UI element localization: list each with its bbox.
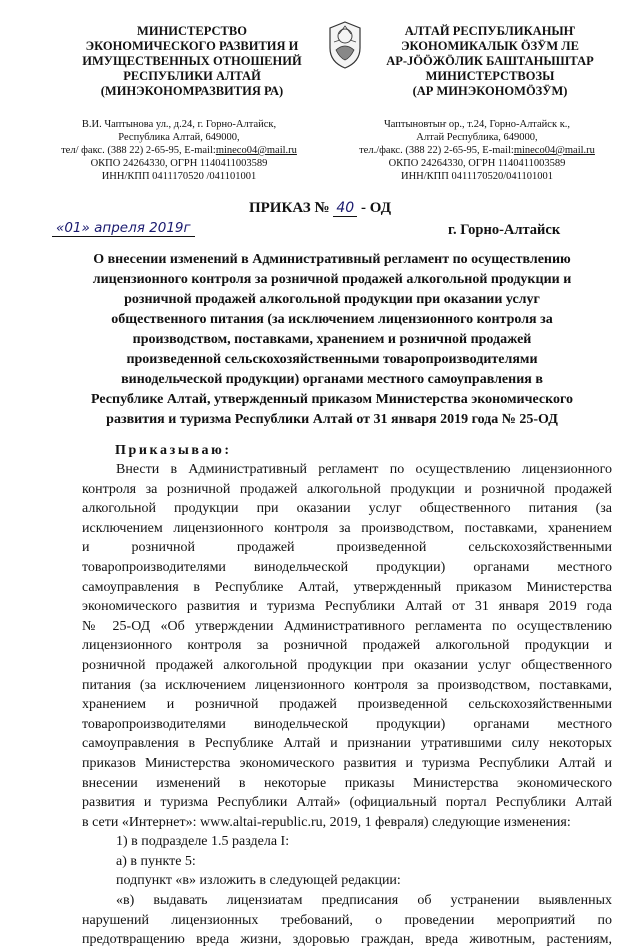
body-line: розничной продажей алкогольной продукции при оказании услуг общественного <box>82 657 612 673</box>
address-line: В.И. Чаптынова ул., д.24, г. Горно-Алтайск, <box>81 119 277 130</box>
address-line: Алтай Республика, 649000, <box>416 132 538 143</box>
order-directive-heading: Приказываю: <box>115 443 232 458</box>
subject-line: Республике Алтай, утвержденный приказом Министерства экономического <box>91 392 573 407</box>
ministry-name-line: ИМУЩЕСТВЕННЫХ ОТНОШЕНИЙ <box>82 54 302 68</box>
address-phone-line <box>342 144 612 157</box>
body-line: 1) в подразделе 1.5 раздела I: <box>116 834 290 850</box>
body-line: в сети «Интернет»: www.altai-republic.ru, 2019, 1 февраля) следующие изменения: <box>82 814 571 830</box>
order-title-prefix: ПРИКАЗ № <box>248 200 330 216</box>
body-line: лицензионного контроля за розничной продажей алкогольной продукции и <box>82 638 612 654</box>
ministry-name-line: МИНИСТЕРСТВО <box>137 24 247 38</box>
address-block-altai <box>342 118 612 183</box>
body-line: а) в пункте 5: <box>116 853 196 869</box>
order-city: г. Горно-Алтайск <box>448 222 561 238</box>
subject-line: произведенной сельскохозяйственными товаропроизводителями <box>126 352 538 367</box>
body-line: самоуправления в Республике Алтай, утвержденный приказом Министерства <box>82 579 612 595</box>
subject-line: развития и туризма Республики Алтай от 31 января 2019 года № 25-ОД <box>106 412 558 427</box>
ministry-name-line: РЕСПУБЛИКИ АЛТАЙ <box>123 69 261 83</box>
address-line: ОКПО 24264330, ОГРН 1140411003589 <box>90 158 268 169</box>
address-line: ИНН/КПП 0411170520/041101001 <box>401 171 553 182</box>
republic-emblem-icon <box>326 20 364 70</box>
body-line: нарушений лицензионных требований, о проведении мероприятий по <box>82 912 612 928</box>
ministry-name-line: АЛТАЙ РЕСПУБЛИКАНЫҤ <box>404 24 576 38</box>
body-line: № 25-ОД «Об утверждении Административного регламента по осуществлению <box>82 618 612 634</box>
phone-text: тел/ факс. (388 22) 2-65-95, E-mail: <box>61 145 216 156</box>
subject-line: общественного питания (за исключением лицензионного контроля за <box>111 312 553 327</box>
subject-line: винодельческой продукции) органами местного самоуправления в <box>121 372 543 387</box>
email-link[interactable]: mineco04@mail.ru <box>215 145 297 156</box>
address-line: Чаптыновтыҥ ор., т.24, Горно-Алтайск к., <box>383 119 571 130</box>
ministry-name-altai <box>360 24 620 99</box>
body-line: исключением лицензионного контроля за производством, поставками, хранением <box>82 520 612 536</box>
body-line: развития и туризма Республики Алтай» (официальный портал Республики Алтай <box>82 795 612 811</box>
body-line: питания (за исключением лицензионного контроля за производством, поставками, <box>82 677 612 693</box>
order-subject <box>72 250 592 430</box>
address-line: ОКПО 24264330, ОГРН 1140411003589 <box>388 158 566 169</box>
email-link[interactable]: mineco04@mail.ru <box>513 145 595 156</box>
order-body <box>82 460 612 950</box>
address-block-russian <box>44 118 314 183</box>
order-date: «01» апреля 2019г <box>52 220 195 237</box>
subject-line: О внесении изменений в Административный регламент по осуществлению <box>93 252 571 267</box>
subject-line: лицензионного контроля за розничной продажей алкогольной продукции и <box>92 272 572 287</box>
order-title-suffix: - ОД <box>361 200 392 216</box>
body-line: «в) выдавать лицензиатам предписания об устранении выявленных <box>116 893 612 909</box>
body-line: Внести в Административный регламент по осуществлению лицензионного <box>116 462 612 477</box>
ministry-name-line: (АР МИНЭКОНОМӦЗӰМ) <box>412 84 568 98</box>
body-line: товаропроизводителями винодельческой продукции) органами местного <box>82 716 612 732</box>
address-line: Республика Алтай, 649000, <box>118 132 240 143</box>
body-line: контроля за розничной продажей алкогольной продукции и розничной продажей <box>82 481 612 497</box>
body-line: хранением и розничной продажей произведенной сельскохозяйственными <box>82 697 612 713</box>
body-line: предотвращению вреда жизни, здоровью граждан, вреда животным, растениям, <box>82 932 612 948</box>
body-line: экономического развития и туризма Республики Алтай от 31 января 2019 года <box>82 599 612 615</box>
subject-line: производством, поставками, хранением и розничной продажей <box>132 332 532 347</box>
ministry-name-line: АР-JӦӦЖӦЛИК БАШТАНЫШТАР <box>386 54 594 68</box>
body-line: внесении изменений в некоторые приказы Министерства экономического <box>82 775 612 791</box>
subject-line: розничной продажей алкогольной продукции при оказании услуг <box>124 292 540 307</box>
ministry-name-line: МИНИСТЕРСТВОЗЫ <box>425 69 555 83</box>
body-line: самоуправления в Республике Алтай и признании утратившими силу некоторых <box>82 736 612 752</box>
body-line: и розничной продажей произведенной сельскохозяйственными <box>82 540 612 556</box>
order-number: 40 <box>333 200 357 217</box>
ministry-name-line: (МИНЭКОНОМРАЗВИТИЯ РА) <box>100 84 284 98</box>
address-line: ИНН/КПП 0411170520 /041101001 <box>101 171 257 182</box>
address-phone-line <box>44 144 314 157</box>
ministry-name-line: ЭКОНОМИЧЕСКОГО РАЗВИТИЯ И <box>85 39 299 53</box>
order-title <box>0 200 640 217</box>
phone-text: тел./факс. (388 22) 2-65-95, E-mail: <box>359 145 514 156</box>
body-line: товаропроизводителями винодельческой продукции) органами местного <box>82 559 612 575</box>
body-line: алкогольной продукции при оказании услуг общественного питания (за <box>82 501 612 517</box>
ministry-name-russian <box>62 24 322 99</box>
body-line: приказов Министерства экономического развития и туризма Республики Алтай и <box>82 755 612 771</box>
ministry-name-line: ЭКОНОМИКАЛЫК ӦЗӰМ ЛЕ <box>401 39 579 53</box>
body-line: подпункт «в» изложить в следующей редакции: <box>116 873 401 889</box>
